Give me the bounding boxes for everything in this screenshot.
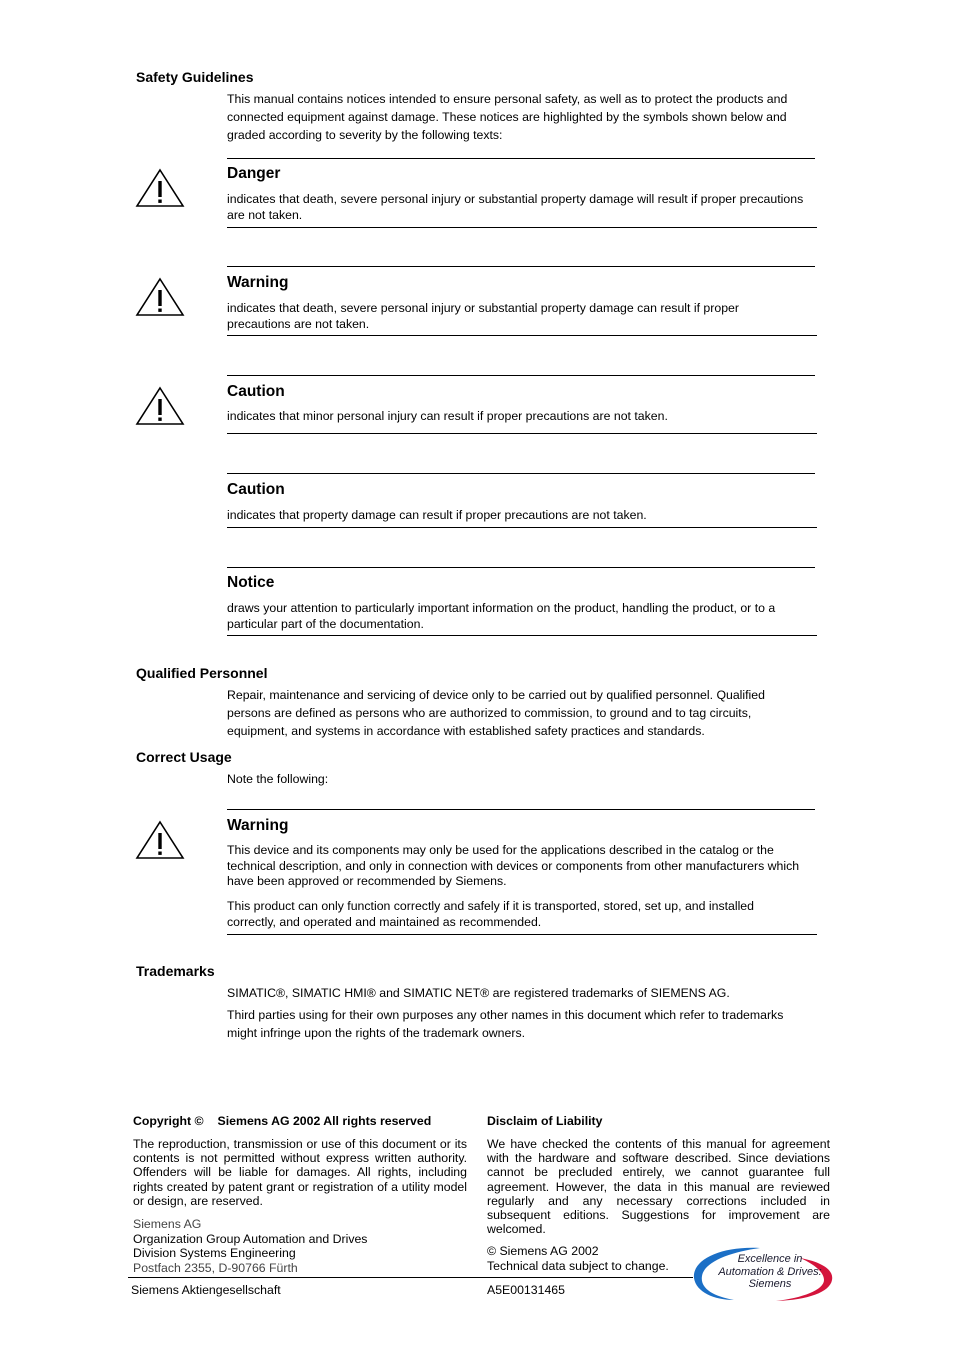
correct-usage-heading: Correct Usage [136, 749, 232, 765]
warning-triangle-icon [135, 386, 185, 426]
address-line-1: Siemens AG [133, 1217, 202, 1231]
address-line-3: Division Systems Engineering [133, 1246, 296, 1260]
notice-title-caution-property: Caution [227, 481, 285, 498]
copyright-text: The reproduction, transmission or use of this document or its contents is not permitted without express written authority. Offenders will be liable for damages. All rights, including rights created by patent grant or registration of a utility model or design, are reserved. [133, 1137, 467, 1208]
safety-intro-text: This manual contains notices intended to ensure personal safety, as well as to protect the products and connected equipment against damage. These notices are highlighted by the symbols shown below and graded according to severity by the following texts: [227, 92, 788, 142]
warning-triangle-icon [135, 168, 185, 208]
divider [227, 158, 815, 159]
divider [227, 567, 815, 568]
usage-warning-paragraph-1: This device and its components may only be used for the applications described in the catalog or the technical description, and only in connection with devices or components from other manufacturers which have been approved or recommended by Siemens. [227, 843, 800, 888]
copyright-label [133, 1114, 431, 1128]
copyright-label-text: Copyright © [133, 1114, 204, 1128]
notice-title-warning: Warning [227, 274, 289, 291]
excellence-logo [690, 1244, 838, 1304]
notice-title-caution: Caution [227, 383, 285, 400]
address-line-2: Organization Group Automation and Drives [133, 1232, 368, 1246]
divider [227, 335, 817, 336]
divider [227, 266, 815, 267]
qualified-personnel-heading: Qualified Personnel [136, 665, 268, 681]
notice-text-caution: indicates that minor personal injury can result if proper precautions are not taken. [227, 409, 668, 423]
copyright-holder: Siemens AG 2002 All rights reserved [217, 1114, 432, 1128]
logo-line-2: Automation & Drives: [718, 1265, 822, 1278]
copyright-short: © Siemens AG 2002 [487, 1244, 599, 1258]
divider [227, 473, 815, 474]
trademarks-paragraph-2: Third parties using for their own purposes any other names in this document which refer to trademarks might infringe upon the rights of the trademark owners. [227, 1008, 784, 1040]
divider [227, 527, 817, 528]
disclaimer-heading: Disclaim of Liability [487, 1114, 603, 1128]
divider [227, 227, 817, 228]
divider [227, 934, 817, 935]
usage-warning-title: Warning [227, 817, 289, 834]
notice-text-notice: draws your attention to particularly important information on the product, handling the product, or to a particular part of the documentation. [227, 601, 776, 631]
subject-to-change: Technical data subject to change. [487, 1259, 669, 1273]
company-name: Siemens Aktiengesellschaft [131, 1283, 281, 1297]
disclaimer-text: We have checked the contents of this manual for agreement with the hardware and software described. Since deviations cannot be precluded entirely, we cannot guarantee full agreement. However, the data in this manual are reviewed regularly and any necessary corrections included in subsequent editions. Suggestions for improvement are welcomed. [487, 1137, 830, 1237]
divider [227, 635, 817, 636]
notice-text-caution-property: indicates that property damage can result if proper precautions are not taken. [227, 508, 647, 522]
notice-title-danger: Danger [227, 165, 281, 182]
address-line-4: Postfach 2355, D-90766 Fürth [133, 1261, 298, 1275]
trademarks-paragraph-1: SIMATIC®, SIMATIC HMI® and SIMATIC NET® are registered trademarks of SIEMENS AG. [227, 986, 730, 1000]
footer-divider [128, 1277, 693, 1278]
safety-guidelines-heading: Safety Guidelines [136, 69, 254, 85]
notice-title-notice: Notice [227, 574, 275, 591]
warning-triangle-icon [135, 820, 185, 860]
divider [227, 375, 815, 376]
notice-text-danger: indicates that death, severe personal injury or substantial property damage will result if proper precautions are not taken. [227, 192, 804, 222]
logo-line-1: Excellence in [737, 1253, 803, 1265]
usage-warning-paragraph-2: This product can only function correctly and safely if it is transported, stored, set up, and installed correctly, and operated and maintained as recommended. [227, 899, 754, 929]
correct-usage-intro: Note the following: [227, 772, 329, 786]
warning-triangle-icon [135, 277, 185, 317]
logo-line-3: Siemens [748, 1278, 792, 1290]
notice-text-warning: indicates that death, severe personal injury or substantial property damage can result if proper precautions are not taken. [227, 301, 739, 331]
divider [227, 433, 817, 434]
trademarks-heading: Trademarks [136, 963, 215, 979]
document-number: A5E00131465 [487, 1283, 565, 1297]
divider [227, 809, 815, 810]
qualified-personnel-text: Repair, maintenance and servicing of device only to be carried out by qualified personnel. Qualified persons are defined as persons who are authorized to commission, to ground and to tag circuits, equipment, and systems in accordance with established safety practices and standards. [227, 688, 765, 738]
